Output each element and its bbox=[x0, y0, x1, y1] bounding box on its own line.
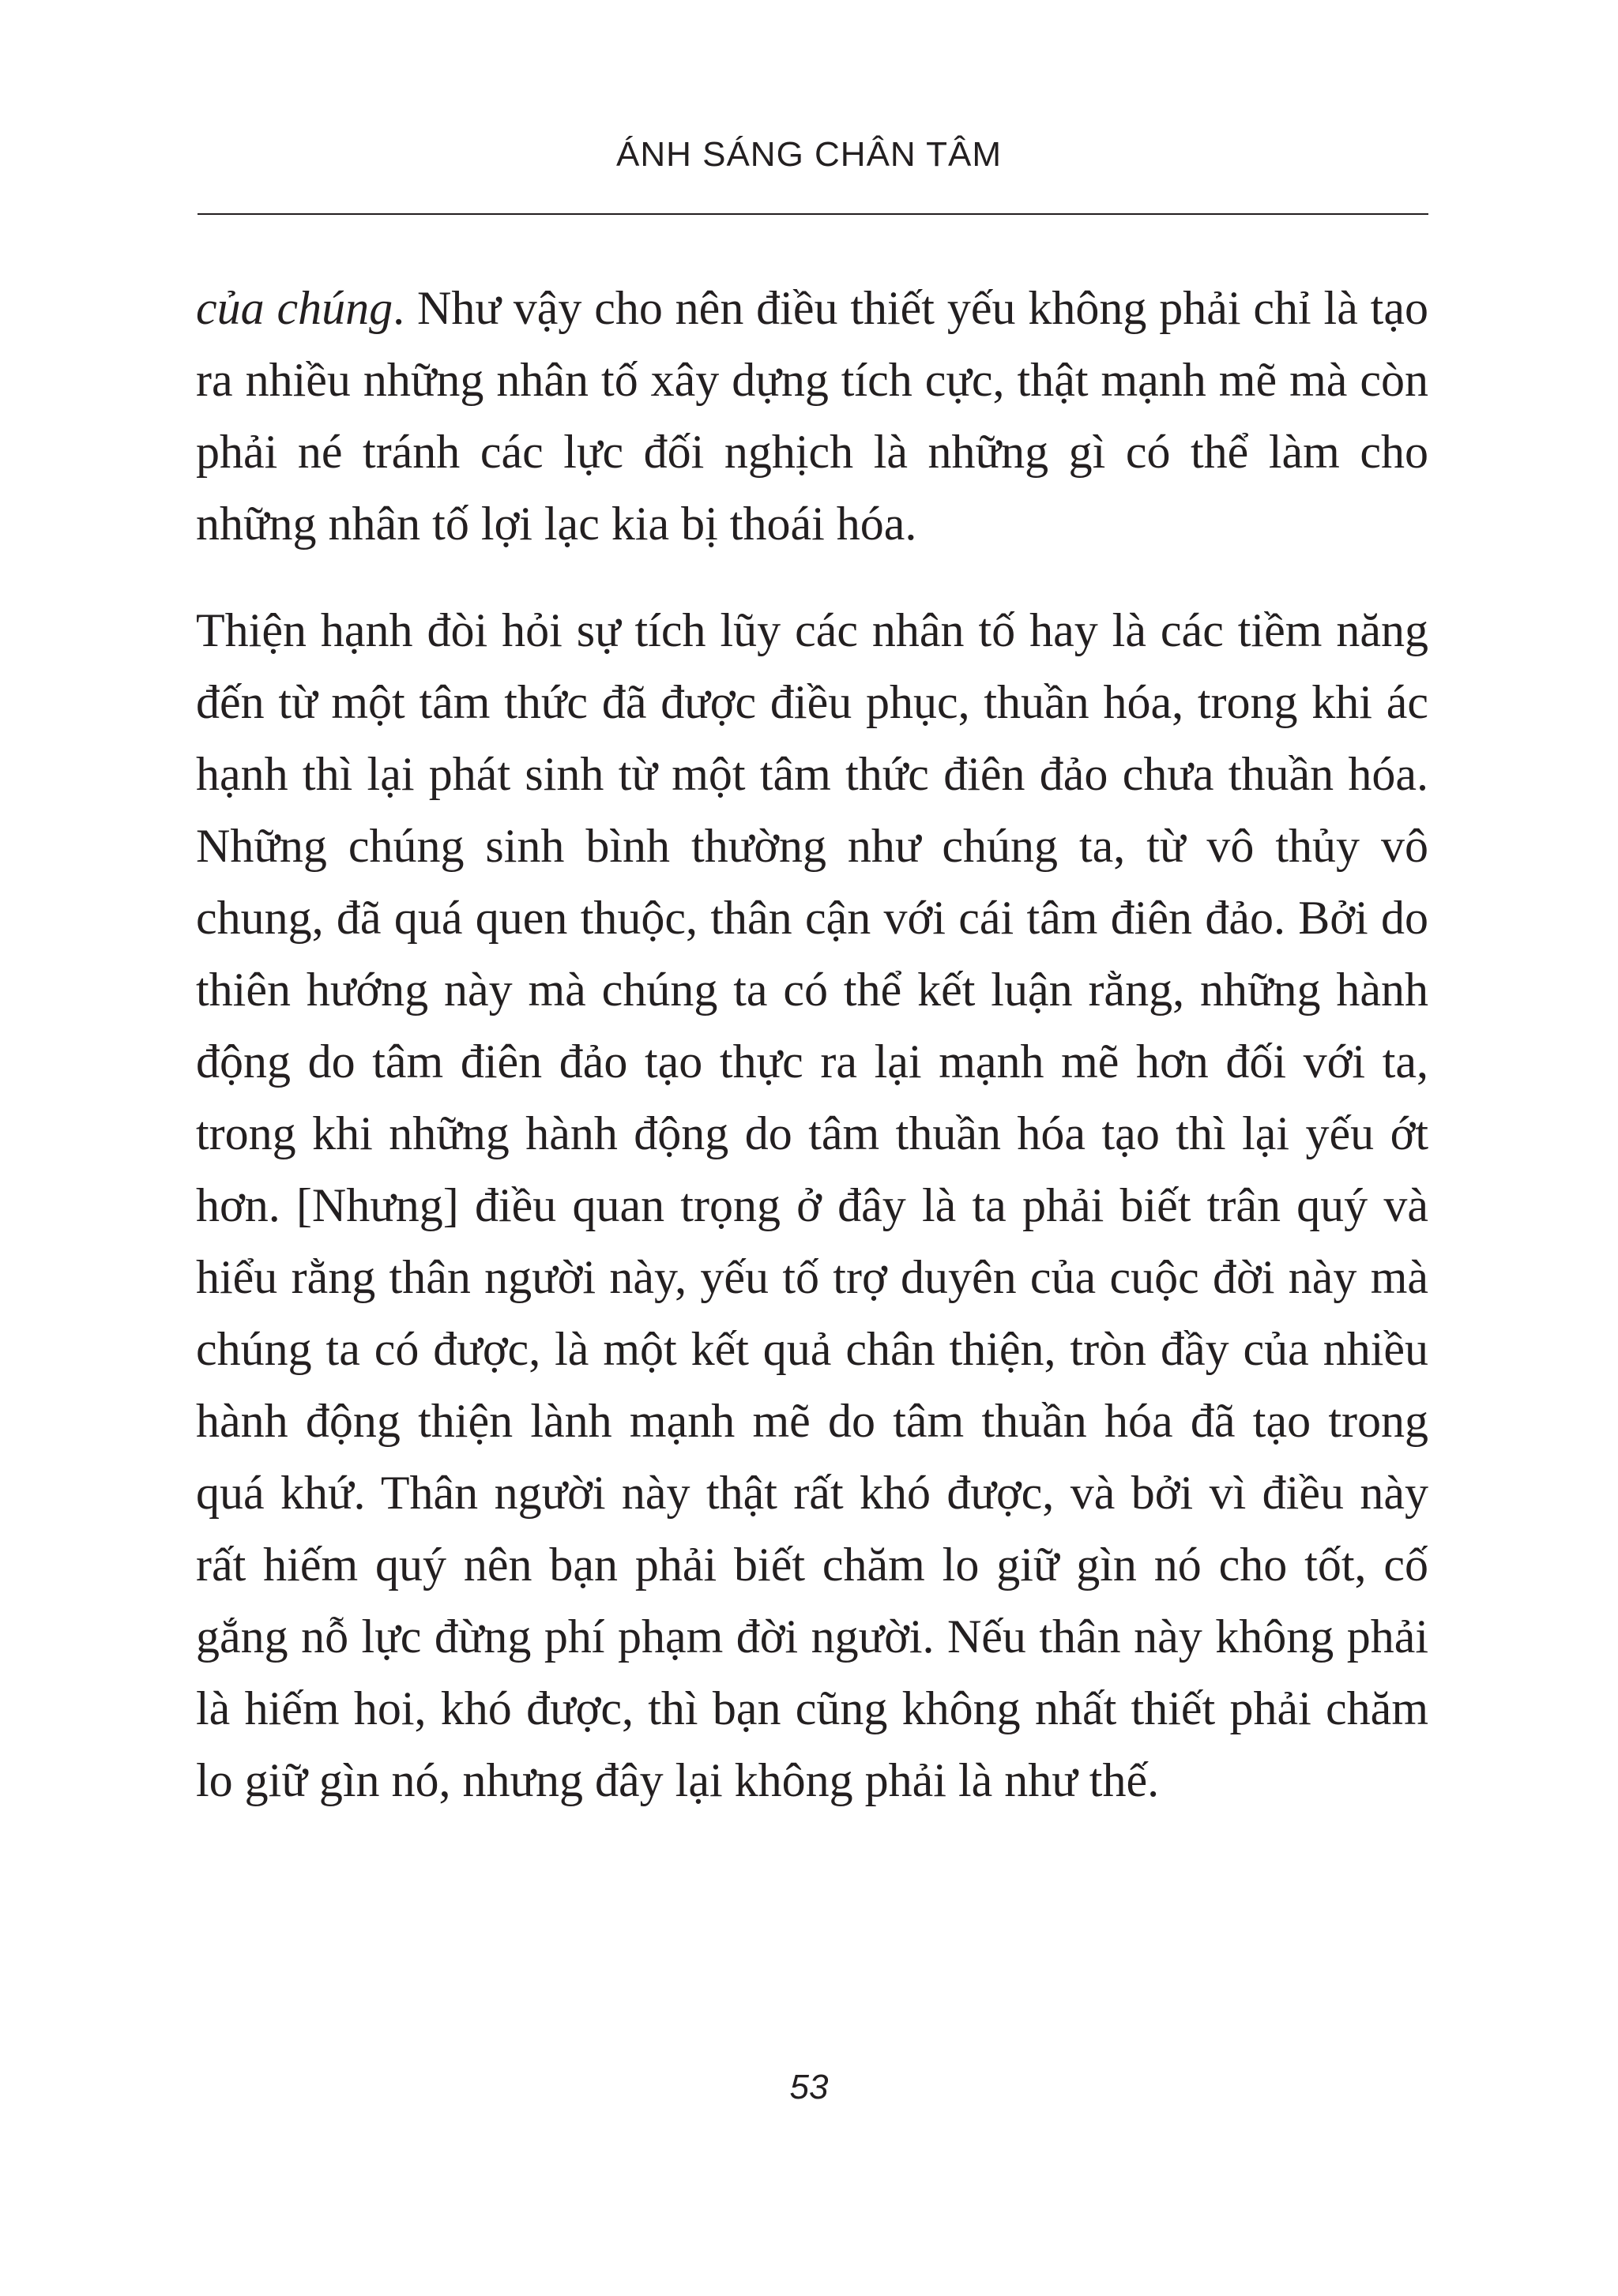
header-rule bbox=[198, 213, 1428, 215]
paragraph-1 bbox=[196, 272, 1428, 560]
paragraph-1-italic: của chúng bbox=[196, 282, 393, 334]
page-number: 53 bbox=[789, 2068, 829, 2106]
paragraph-2: Thiện hạnh đòi hỏi sự tích lũy các nhân tố hay là các tiềm năng đến từ một tâm thức đã được điều phục, thuần hóa, trong khi ác hạnh thì lại phát sinh từ một tâm thức điên đảo chưa thuần hóa. Những chúng sinh bình thường như chúng ta, từ vô thủy vô chung, đã quá quen thuộc, thân cận với cái tâm điên đảo. Bởi do thiên hướng này mà chúng ta có thể kết luận rằng, những hành động do tâm điên đảo tạo thực ra lại mạnh mẽ hơn đối với ta, trong khi những hành động do tâm thuần hóa tạo thì lại yếu ớt hơn. [Nhưng] điều quan trọng ở đây là ta phải biết trân quý và hiểu rằng thân người này, yếu tố trợ duyên của cuộc đời này mà chúng ta có được, là một kết quả chân thiện, tròn đầy của nhiều hành động thiện lành mạnh mẽ do tâm thuần hóa đã tạo trong quá khứ. Thân người này thật rất khó được, và bởi vì điều này rất hiếm quý nên bạn phải biết chăm lo giữ gìn nó cho tốt, cố gắng nỗ lực đừng phí phạm đời người. Nếu thân này không phải là hiếm hoi, khó được, thì bạn cũng không nhất thiết phải chăm lo giữ gìn nó, nhưng đây lại không phải là như thế. bbox=[196, 604, 1428, 1806]
body-text bbox=[196, 272, 1428, 1817]
paragraph-1-text: . Như vậy cho nên điều thiết yếu không phải chỉ là tạo ra nhiều những nhân tố xây dựng tích cực, thật mạnh mẽ mà còn phải né tránh các lực đối nghịch là những gì có thể làm cho những nhân tố lợi lạc kia bị thoái hóa. bbox=[196, 282, 1428, 550]
running-header: ÁNH SÁNG CHÂN TÂM bbox=[615, 135, 1003, 174]
